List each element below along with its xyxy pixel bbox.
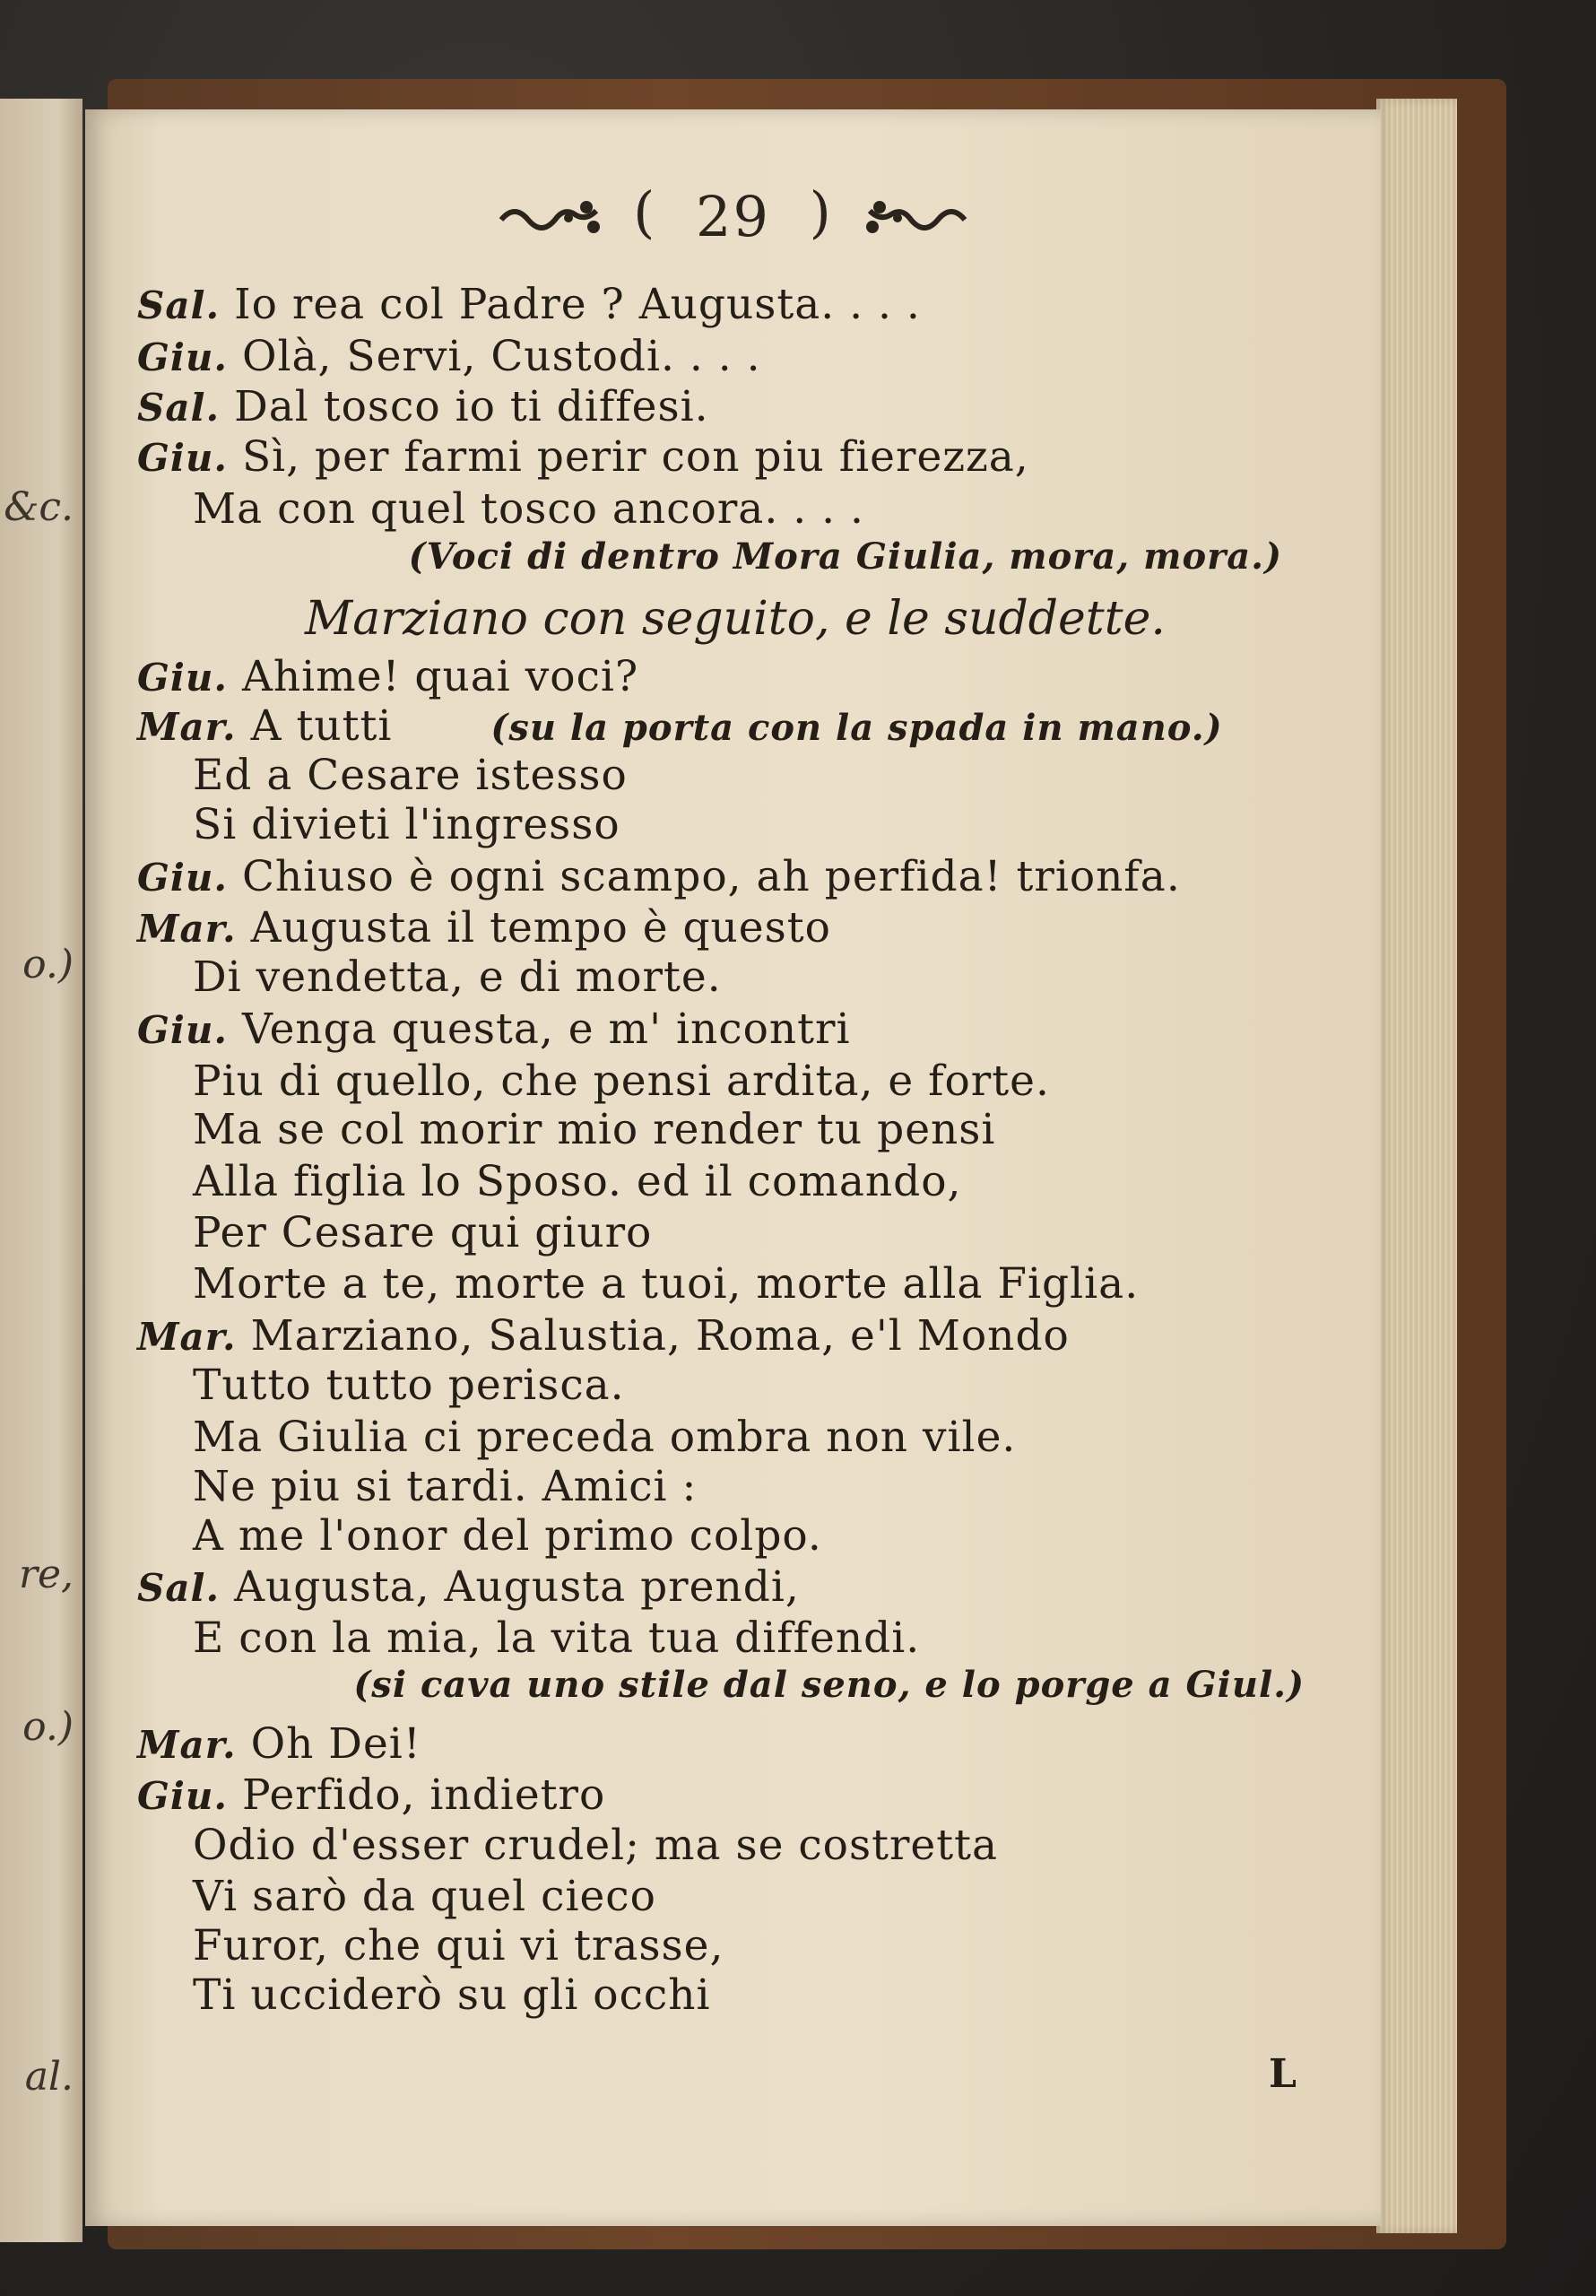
text-line xyxy=(193,1821,998,1870)
speaker-label: Giu. xyxy=(137,335,228,379)
verse-text: Odio d'esser crudel; ma se costretta xyxy=(193,1821,999,1870)
left-page-fragment: o.) xyxy=(22,942,74,987)
verse-text: Tutto tutto perisca. xyxy=(193,1361,625,1410)
speaker-label: Mar. xyxy=(137,1723,237,1767)
verse-text: Venga questa, e m' incontri xyxy=(241,1004,851,1054)
speaker-label: Giu. xyxy=(137,1008,228,1052)
text-line xyxy=(193,1462,697,1511)
text-line xyxy=(193,1057,1050,1106)
speaker-label: Giu. xyxy=(137,856,228,900)
text-line xyxy=(137,382,709,431)
verse-text: Dal tosco io ti diffesi. xyxy=(234,382,709,431)
right-ornament-icon xyxy=(853,195,969,239)
verse-text: Ti ucciderò su gli occhi xyxy=(193,1970,711,2020)
text-line xyxy=(137,903,831,952)
text-line xyxy=(193,1208,652,1257)
text-line xyxy=(193,1921,724,1970)
verse-text: Sì, per farmi perir con piu fierezza, xyxy=(241,432,1029,482)
verse-text: Oh Dei! xyxy=(250,1719,421,1769)
stage-direction: (Voci di dentro Mora Giulia, mora, mora.) xyxy=(408,535,1282,578)
text-line xyxy=(193,1259,1139,1309)
verse-text: Augusta il tempo è questo xyxy=(250,903,831,952)
left-page-fragment: re, xyxy=(18,1552,74,1597)
text-line xyxy=(193,484,864,534)
verse-text: Ma Giulia ci preceda ombra non vile. xyxy=(193,1413,1017,1462)
speaker-label: Mar. xyxy=(137,907,237,951)
verse-text: A tutti xyxy=(250,701,393,751)
text-line xyxy=(137,1562,800,1612)
speaker-label: Sal. xyxy=(137,1566,221,1610)
text-line xyxy=(137,652,638,701)
text-line xyxy=(193,1105,995,1154)
page-number: 29 xyxy=(696,184,770,250)
verse-text: Perfido, indietro xyxy=(241,1770,606,1820)
scene-heading: Marziano con seguito, e le suddette. xyxy=(305,592,1166,646)
verse-text: Per Cesare qui giuro xyxy=(193,1208,653,1257)
speaker-label: Giu. xyxy=(137,1774,228,1818)
text-line xyxy=(305,592,1166,646)
verse-text: Augusta, Augusta prendi, xyxy=(234,1562,800,1612)
speaker-label: Sal. xyxy=(137,386,221,430)
left-page-fragment: al. xyxy=(24,2054,74,2100)
verse-text: Ma se col morir mio render tu pensi xyxy=(193,1105,996,1154)
left-ornament-icon xyxy=(497,195,613,239)
verse-text: Ed a Cesare istesso xyxy=(193,751,628,800)
text-line xyxy=(137,432,1029,482)
running-head-open: ( xyxy=(633,179,657,245)
text-line xyxy=(193,1970,711,2020)
left-page-fragment: o.) xyxy=(22,1704,74,1750)
text-line xyxy=(137,1719,421,1769)
text-line xyxy=(409,535,1282,578)
verse-text: Ahime! quai voci? xyxy=(241,652,639,701)
text-line xyxy=(193,1361,625,1410)
text-line xyxy=(137,1770,605,1820)
verse-text: Morte a te, morte a tuoi, morte alla Figlia. xyxy=(193,1259,1140,1309)
signature-mark: L xyxy=(1269,2051,1297,2097)
verse-text: Si divieti l'ingresso xyxy=(193,800,620,849)
verse-text: Furor, che qui vi trasse, xyxy=(193,1921,724,1970)
text-line xyxy=(193,1613,920,1663)
speaker-label: Giu. xyxy=(137,656,228,700)
verse-text: A me l'onor del primo colpo. xyxy=(193,1511,822,1561)
left-page-strip xyxy=(0,99,82,2242)
text-line xyxy=(137,1311,1070,1361)
text-line xyxy=(193,952,722,1002)
speaker-label: Giu. xyxy=(137,436,228,480)
text-line xyxy=(193,800,620,849)
verse-text: E con la mia, la vita tua diffendi. xyxy=(193,1613,921,1663)
verse-text: Io rea col Padre ? Augusta. . . . xyxy=(234,280,921,329)
verse-text: Ne piu si tardi. Amici : xyxy=(193,1462,698,1511)
stage-direction: (si cava uno stile dal seno, e lo porge a Giul.) xyxy=(353,1664,1305,1706)
verse-text: Alla figlia lo Sposo. ed il comando, xyxy=(193,1157,962,1206)
speaker-label: Mar. xyxy=(137,705,237,749)
left-page-fragment: &c. xyxy=(4,484,74,530)
text-line xyxy=(193,751,628,800)
book-page xyxy=(85,109,1381,2226)
text-line xyxy=(137,332,761,381)
verse-text: Piu di quello, che pensi ardita, e forte. xyxy=(193,1057,1050,1106)
stage-direction: (su la porta con la spada in mano.) xyxy=(490,707,1223,749)
page-block-edge xyxy=(1376,99,1457,2233)
speaker-label: Sal. xyxy=(137,283,221,327)
verse-text: Vi sarò da quel cieco xyxy=(193,1872,656,1921)
running-head-close: ) xyxy=(809,179,833,245)
verse-text: Ma con quel tosco ancora. . . . xyxy=(193,484,864,534)
verse-text: Marziano, Salustia, Roma, e'l Mondo xyxy=(250,1311,1070,1361)
verse-text: Di vendetta, e di morte. xyxy=(193,952,722,1002)
verse-text: Olà, Servi, Custodi. . . . xyxy=(241,332,761,381)
text-line xyxy=(137,1004,851,1054)
speaker-label: Mar. xyxy=(137,1315,237,1359)
text-line xyxy=(137,852,1181,901)
text-line xyxy=(137,280,921,329)
text-line xyxy=(193,1413,1016,1462)
verse-text: Chiuso è ogni scampo, ah perfida! trionfa. xyxy=(241,852,1181,901)
text-line xyxy=(193,1157,961,1206)
text-line xyxy=(193,1511,822,1561)
text-line xyxy=(137,701,1223,751)
running-head xyxy=(85,179,1381,249)
text-line xyxy=(353,1664,1305,1706)
text-line xyxy=(193,1872,656,1921)
